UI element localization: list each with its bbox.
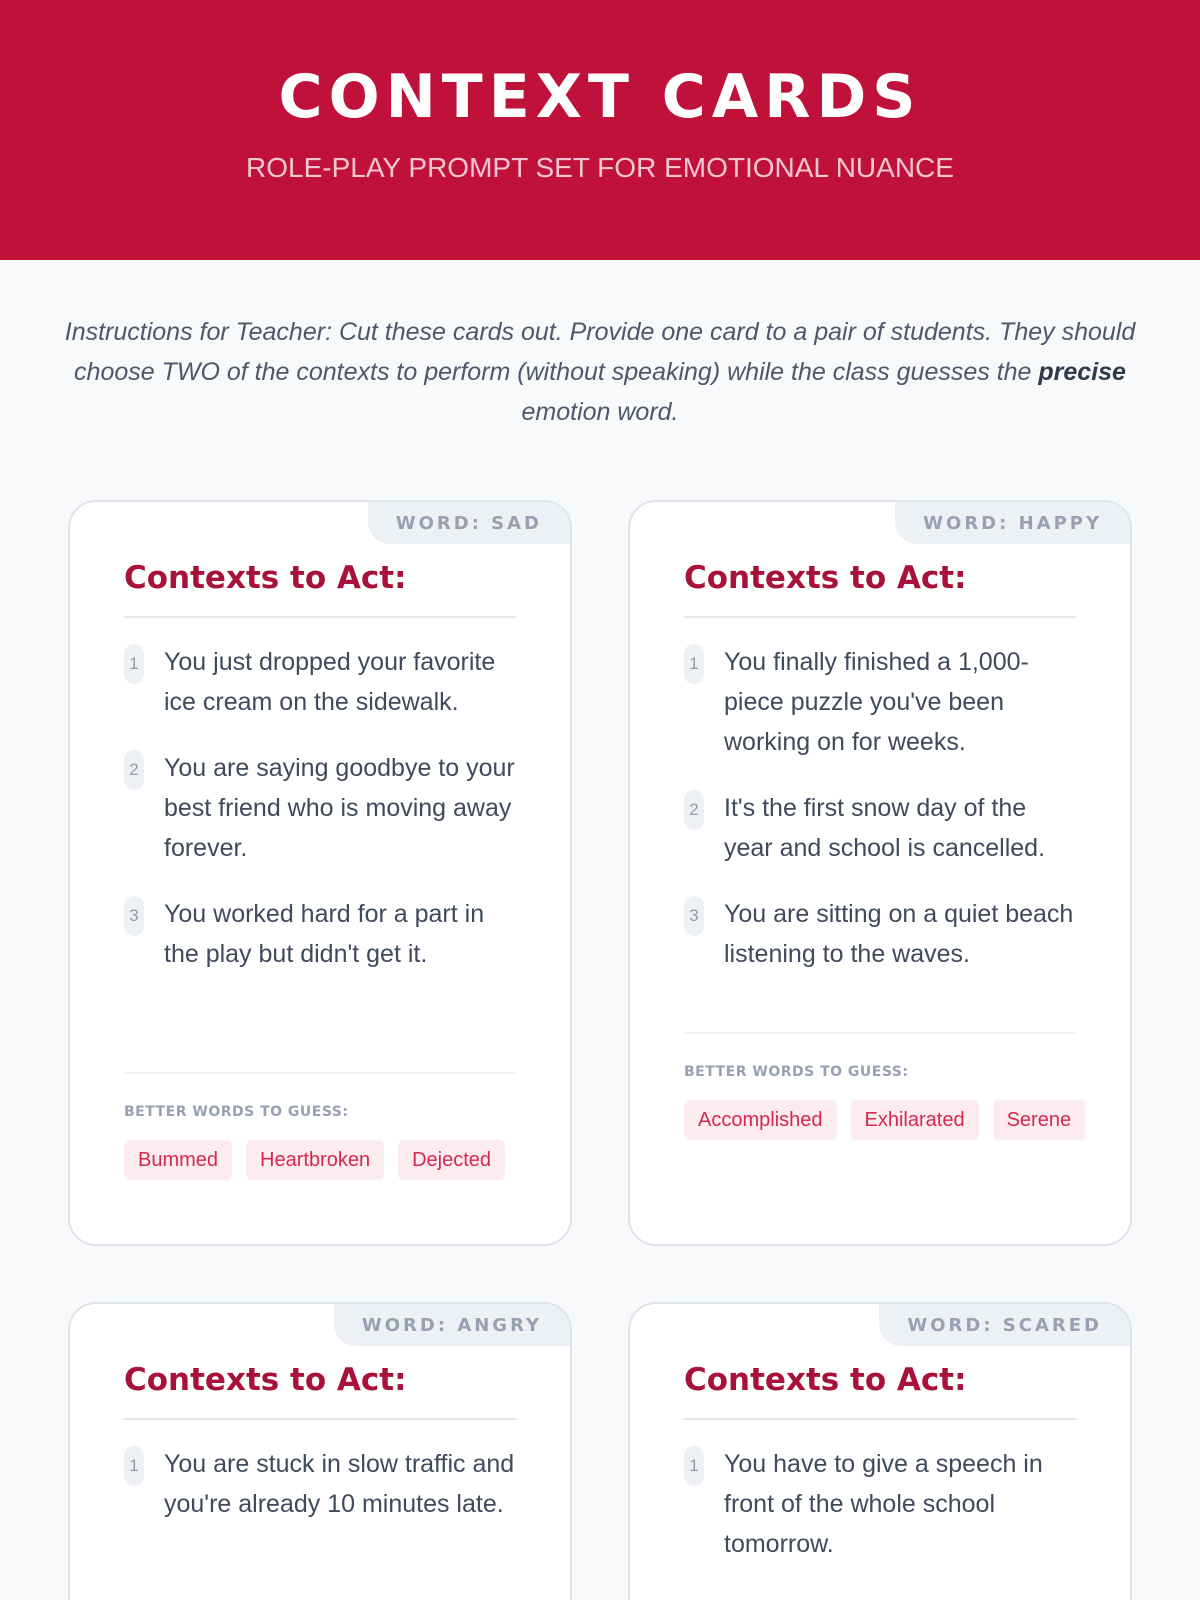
context-number: 2 bbox=[684, 790, 704, 830]
context-text: You are saying goodbye to your best friend who is moving away forever. bbox=[164, 754, 515, 862]
context-list bbox=[684, 1444, 1076, 1590]
context-item bbox=[124, 1444, 516, 1524]
card-word-tag: WORD: SCARED bbox=[879, 1304, 1130, 1346]
divider bbox=[684, 616, 1076, 618]
context-list bbox=[684, 642, 1076, 1000]
card-heading: Contexts to Act: bbox=[684, 1362, 967, 1398]
context-item bbox=[124, 748, 516, 868]
context-card-happy bbox=[628, 500, 1132, 1246]
instructions-text: Instructions for Teacher: Cut these cards out. Provide one card to a pair of students. They should choose TWO of the contexts to perform (without speaking) while the class guesses the bbox=[64, 318, 1136, 386]
divider bbox=[124, 616, 516, 618]
better-words-label: BETTER WORDS TO GUESS: bbox=[124, 1104, 349, 1120]
context-card-sad bbox=[68, 500, 572, 1246]
divider bbox=[124, 1072, 516, 1074]
context-number: 3 bbox=[124, 896, 144, 936]
page-subtitle: ROLE-PLAY PROMPT SET FOR EMOTIONAL NUANCE bbox=[246, 152, 954, 183]
context-text: You just dropped your favorite ice cream on the sidewalk. bbox=[164, 648, 496, 716]
page-title: CONTEXT CARDS bbox=[278, 62, 922, 132]
context-list bbox=[124, 642, 516, 1000]
context-card-scared bbox=[628, 1302, 1132, 1600]
better-word-chip: Accomplished bbox=[684, 1100, 837, 1140]
context-number: 1 bbox=[124, 1446, 144, 1486]
context-number: 1 bbox=[124, 644, 144, 684]
teacher-instructions bbox=[60, 312, 1140, 432]
divider bbox=[684, 1418, 1076, 1420]
better-word-chip: Dejected bbox=[398, 1140, 505, 1180]
context-number: 1 bbox=[684, 644, 704, 684]
card-word-tag: WORD: HAPPY bbox=[895, 502, 1130, 544]
better-words-list bbox=[124, 1140, 530, 1180]
divider bbox=[684, 1032, 1076, 1034]
better-word-chip: Serene bbox=[993, 1100, 1086, 1140]
context-number: 1 bbox=[684, 1446, 704, 1486]
better-words-label: BETTER WORDS TO GUESS: bbox=[684, 1064, 909, 1080]
context-item bbox=[684, 1444, 1076, 1564]
context-item bbox=[124, 642, 516, 722]
context-text: You worked hard for a part in the play but didn't get it. bbox=[164, 900, 485, 968]
card-heading: Contexts to Act: bbox=[684, 560, 967, 596]
card-heading: Contexts to Act: bbox=[124, 1362, 407, 1398]
context-item bbox=[684, 642, 1076, 762]
divider bbox=[124, 1418, 516, 1420]
context-text: You have to give a speech in front of the whole school tomorrow. bbox=[724, 1450, 1043, 1558]
better-words-list bbox=[684, 1100, 1090, 1140]
context-item bbox=[124, 894, 516, 974]
card-word-tag: WORD: ANGRY bbox=[334, 1304, 570, 1346]
context-text: You are stuck in slow traffic and you're already 10 minutes late. bbox=[164, 1450, 515, 1518]
context-text: You finally finished a 1,000-piece puzzle you've been working on for weeks. bbox=[724, 648, 1029, 756]
context-number: 2 bbox=[124, 750, 144, 790]
better-word-chip: Heartbroken bbox=[246, 1140, 384, 1180]
better-word-chip: Exhilarated bbox=[851, 1100, 979, 1140]
card-word-tag: WORD: SAD bbox=[368, 502, 570, 544]
context-text: It's the first snow day of the year and school is cancelled. bbox=[724, 794, 1046, 862]
context-item bbox=[684, 894, 1076, 974]
instructions-text-end: emotion word. bbox=[521, 398, 679, 426]
card-heading: Contexts to Act: bbox=[124, 560, 407, 596]
context-item bbox=[684, 788, 1076, 868]
context-card-angry bbox=[68, 1302, 572, 1600]
page-header bbox=[0, 0, 1200, 260]
context-text: You are sitting on a quiet beach listening to the waves. bbox=[724, 900, 1074, 968]
context-list bbox=[124, 1444, 516, 1550]
context-number: 3 bbox=[684, 896, 704, 936]
instructions-emphasis: precise bbox=[1038, 358, 1126, 386]
better-word-chip: Bummed bbox=[124, 1140, 232, 1180]
